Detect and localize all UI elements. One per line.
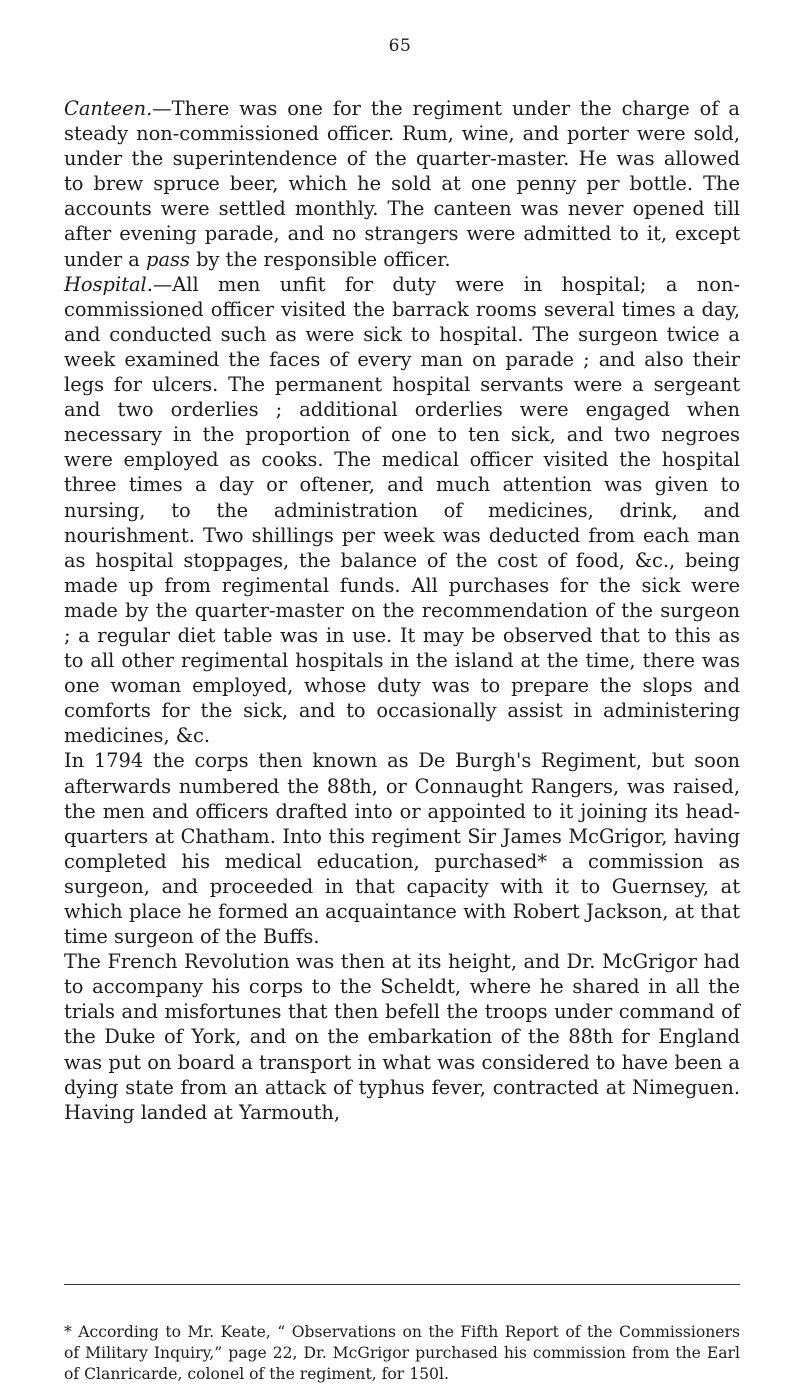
paragraph-revolution [64, 949, 740, 1125]
body-text [64, 96, 740, 1125]
page-number: 65 [388, 36, 412, 56]
emphasized-word: pass [146, 247, 190, 271]
paragraph-text: The French Revolution was then at its height, and Dr. McGrigor had to accompany his corps to the Scheldt, where he shared in all the trials and misfortunes that then befell the troops under command of the Duke of York, and on the embarkation of the 88th for England was put on board a transport in what was considered to have been a dying state from an attack of typhus fever, contracted at Nimeguen. Having landed at Yarmouth, [64, 950, 740, 1124]
paragraph-lead-hospital: Hospital. [64, 272, 153, 296]
footnote [64, 1322, 740, 1385]
paragraph-text: In 1794 the corps then known as De Burgh's Regiment, but soon afterwards numbered the 88th, or Connaught Rangers, was raised, the men and officers drafted into or appointed to it joining its head-quarters at Chatham. Into this regiment Sir James McGrigor, having completed his medical education, purchased* a commission as surgeon, and proceeded in that capacity with it to Guernsey, at which place he formed an acquaintance with Robert Jackson, at that time surgeon of the Buffs. [64, 749, 740, 949]
paragraph-lead-canteen: Canteen. [64, 97, 153, 120]
paragraph-text: —All men unfit for duty were in hospital; a non-commissioned officer visited the barrack rooms several times a day, and conducted such as were sick to hospital. The surgeon twice a week examined the faces of every man on parade ; and also their legs for ulcers. The permanent hospital servants were a sergeant and two orderlies ; additional orderlies were engaged when necessary in the proportion of one to ten sick, and two negroes were employed as cooks. The medical officer visited the hospital three times a day or oftener, and much attention was given to nursing, to the administration of medicines, drink, and nourishment. Two shillings per week was deducted from each man as hospital stoppages, the balance of the cost of food, &c., being made up from regimental funds. All purchases for the sick were made by the quarter-master on the recommendation of the surgeon ; a regular diet table was in use. It may be observed that to this as to all other regimental hospitals in the island at the time, there was one woman employed, whose duty was to prepare the slops and comforts for the sick, and to occasionally assist in administering medicines, &c. [64, 272, 740, 748]
paragraph-hospital [64, 272, 740, 749]
paragraph-canteen [64, 96, 740, 272]
footnote-divider [64, 1284, 740, 1285]
paragraph-text: by the responsible officer. [189, 247, 451, 271]
paragraph-1794 [64, 748, 740, 949]
paragraph-text: —There was one for the regiment under the charge of a steady non-commissioned officer. Rum, wine, and porter were sold, under the superintendence of the quarter-master. He was allowed to brew spruce beer, which he sold at one penny per bottle. The accounts were settled monthly. The canteen was never opened till after evening parade, and no strangers were admitted to it, except under a [64, 97, 740, 271]
footnote-text: * According to Mr. Keate, “ Observations on the Fifth Report of the Commissioners of Military Inquiry,” page 22, Dr. McGrigor purchased his commission from the Earl of Clanricarde, colonel of the regiment, for 150l. [64, 1322, 740, 1383]
